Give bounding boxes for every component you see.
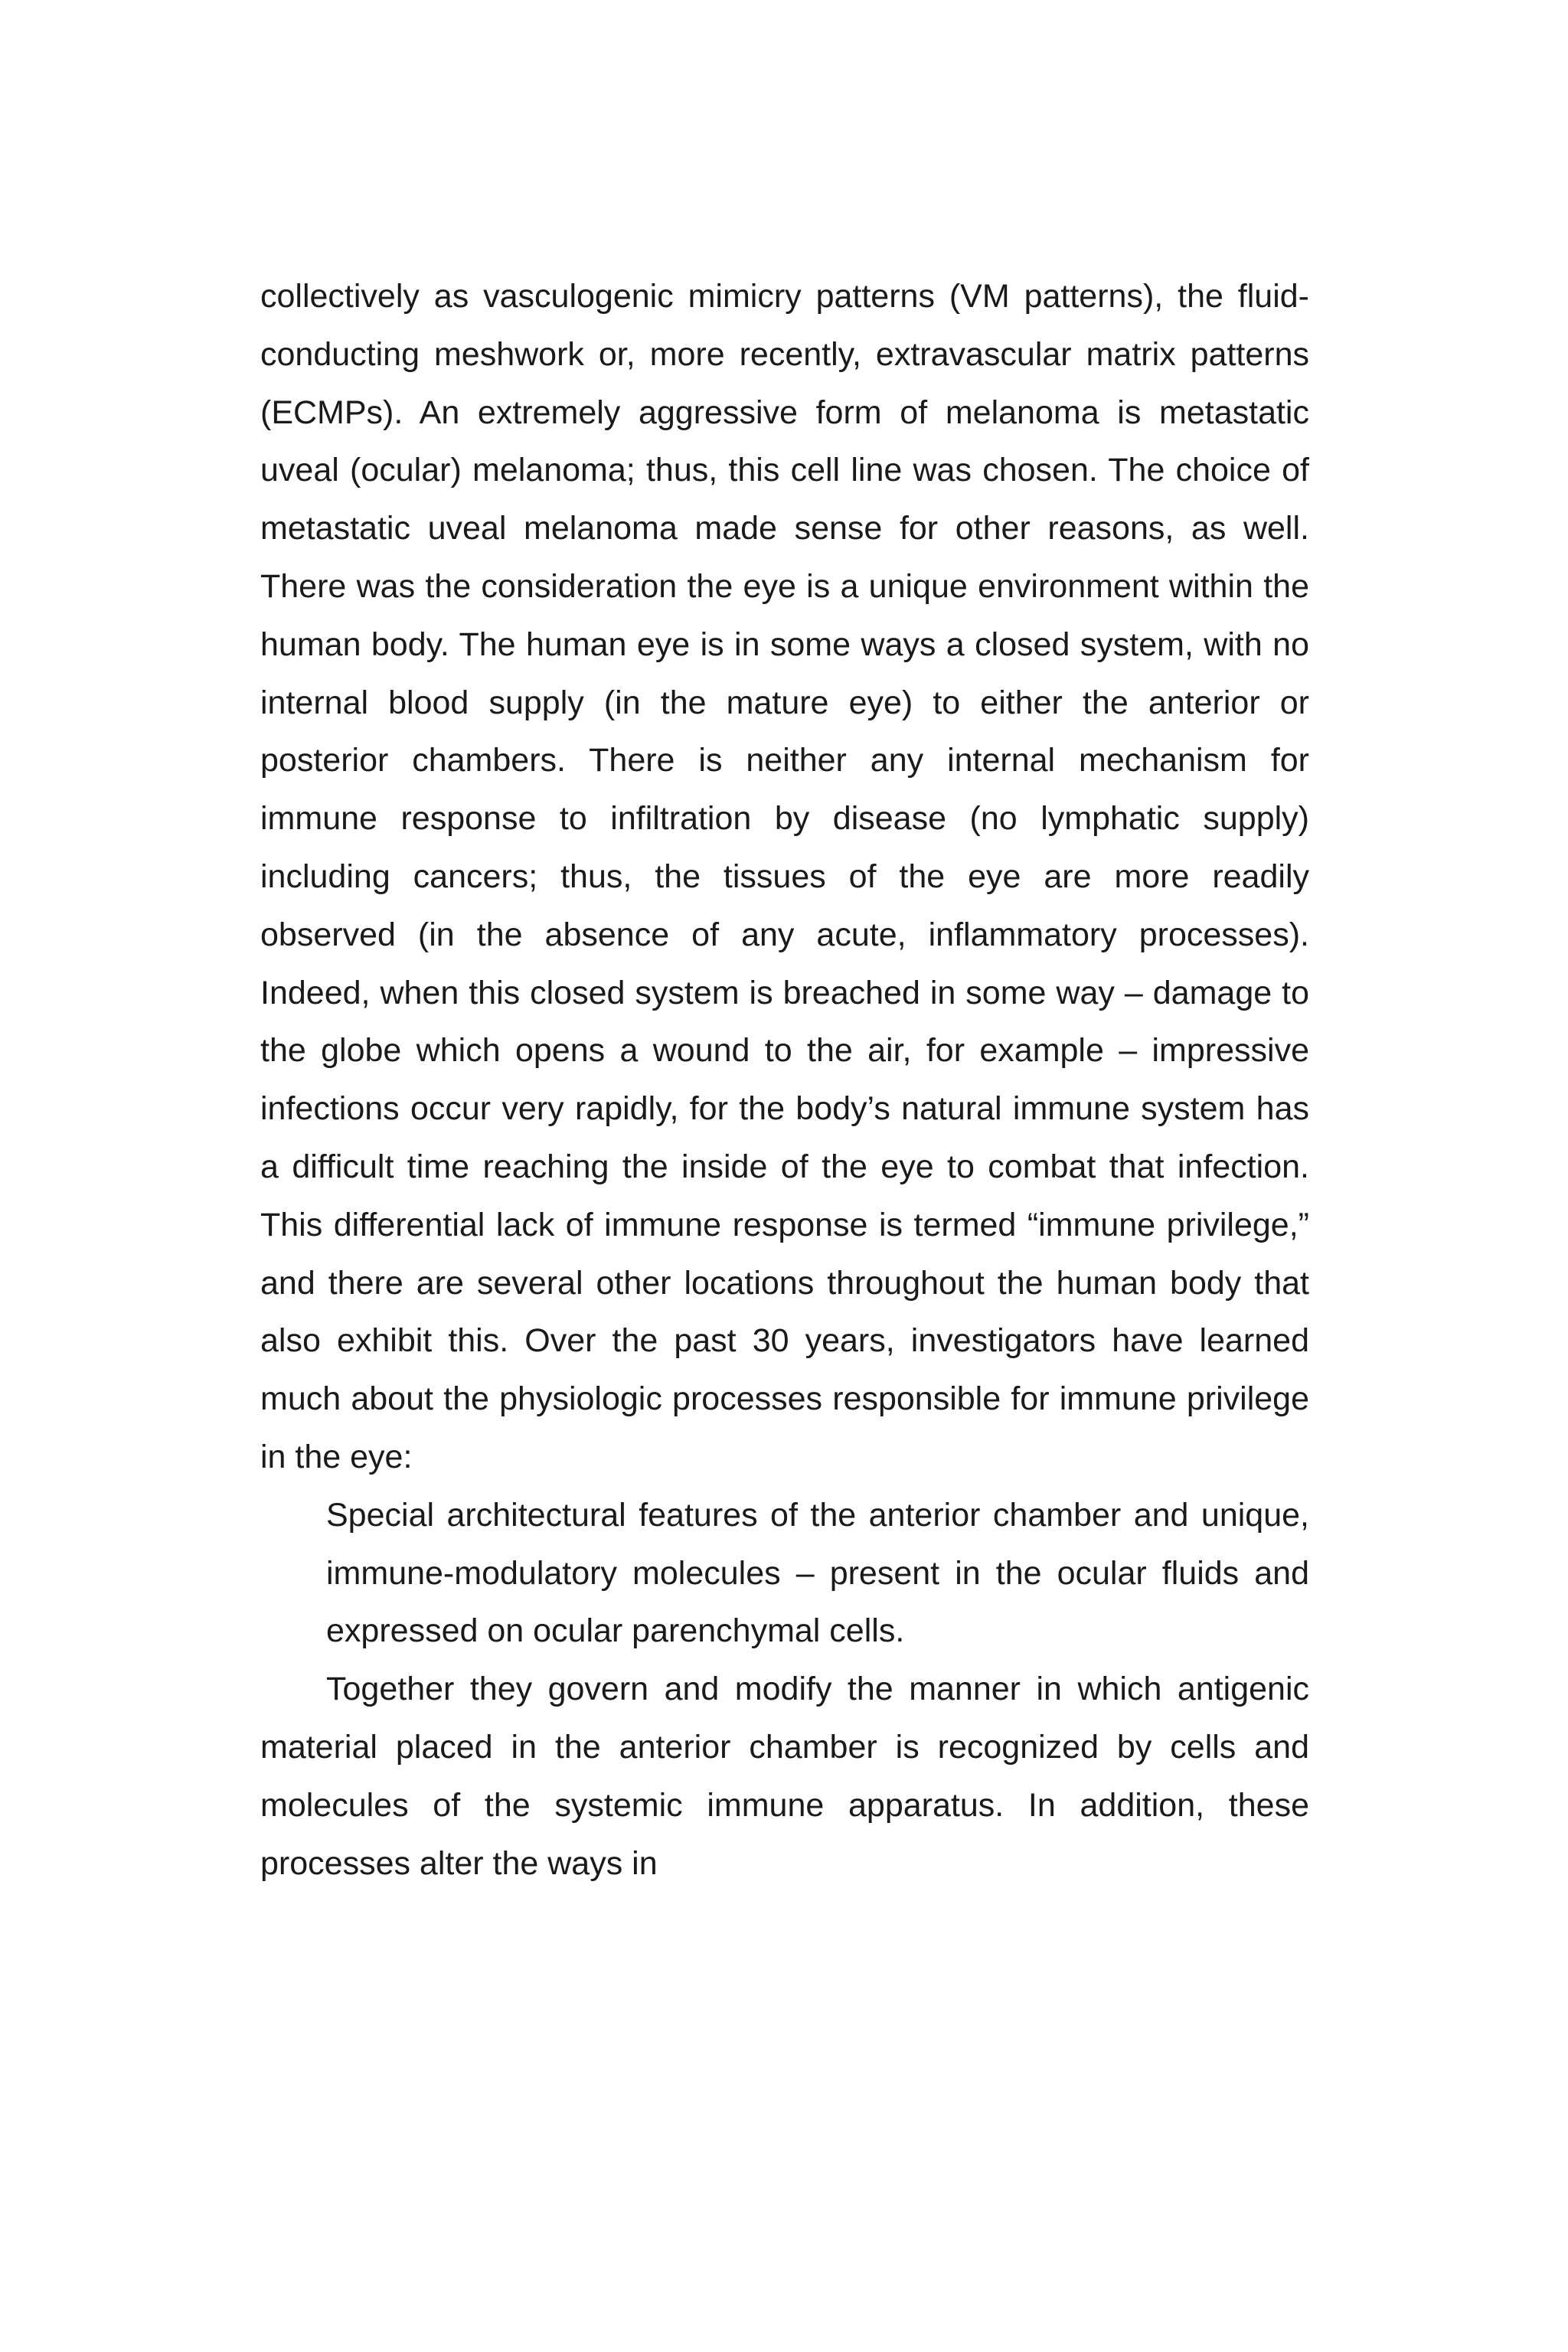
paragraph-antigenic-material: Together they govern and modify the manner in which antigenic material placed in the anterior chamber is recognized by cells and molecules of the systemic immune apparatus. In addition, these processes alter the ways in (260, 1671, 1309, 1882)
paragraph-architectural-features: Special architectural features of the anterior chamber and unique, immune-modulatory molecules – present in the ocular fluids and expressed on ocular parenchymal cells. (326, 1496, 1309, 1650)
paragraph-vm-patterns-immune-privilege: collectively as vasculogenic mimicry patterns (VM patterns), the fluid-conducting meshwork or, more recently, extravascular matrix patterns (ECMPs). An extremely aggressive form of melanoma is metastatic uveal (ocular) melanoma; thus, this cell line was chosen. The choice of metastatic uveal melanoma made sense for other reasons, as well. There was the consideration the eye is a unique environment within the human body. The human eye is in some ways a closed system, with no internal blood supply (in the mature eye) to either the anterior or posterior chambers. There is neither any internal mechanism for immune response to infiltration by disease (no lymphatic supply) including cancers; thus, the tissues of the eye are more readily observed (in the absence of any acute, inflammatory processes). Indeed, when this closed system is breached in some way – damage to the globe which opens a wound to the air, for example – impressive infections occur very rapidly, for the body’s natural immune system has a difficult time reaching the inside of the eye to combat that infection. This differential lack of immune response is termed “immune privilege,” and there are several other locations throughout the human body that also exhibit this. Over the past 30 years, investigators have learned much about the physiologic processes responsible for immune privilege in the eye: (260, 278, 1309, 1475)
body-text (260, 268, 1309, 1893)
